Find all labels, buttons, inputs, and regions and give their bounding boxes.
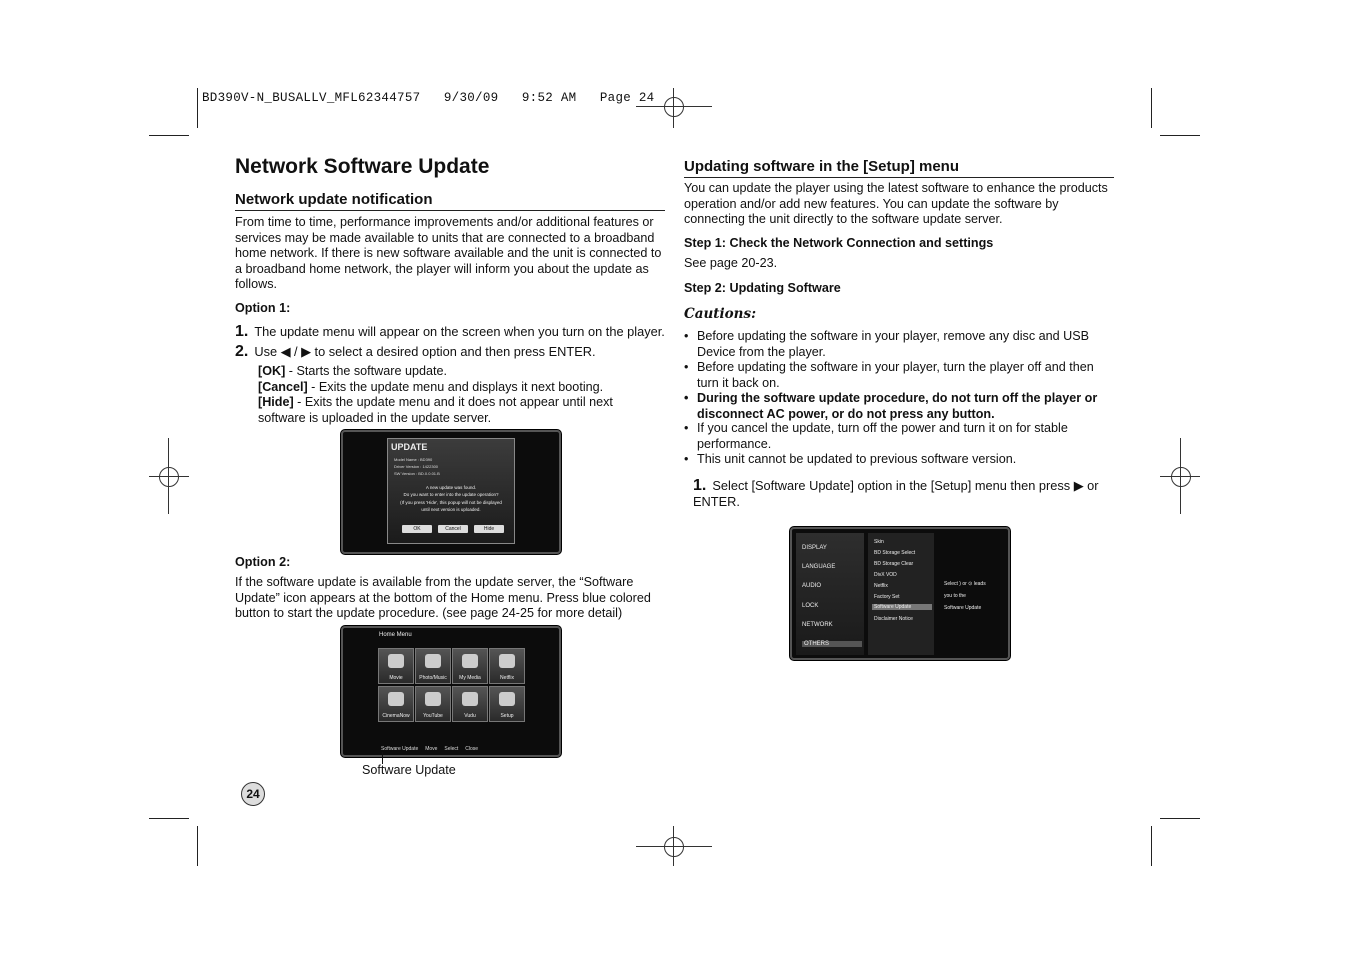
dialog-message: A new update was found. bbox=[425, 485, 477, 490]
step1-heading: Step 1: Check the Network Connection and settings bbox=[684, 236, 994, 250]
setup-item-audio[interactable]: AUDIO bbox=[802, 583, 822, 589]
setup-option[interactable]: Factory Set bbox=[874, 594, 900, 600]
update-dialog bbox=[387, 438, 515, 544]
tile-movie[interactable]: Movie bbox=[378, 648, 414, 684]
intro-paragraph-left: From time to time, performance improvements and/or additional features or services may be made available to units that are connected to a broadband home network. If there is new software available and the unit is connected to a broadband home network, the player will inform you about the update as follows. bbox=[235, 215, 662, 291]
crop-mark bbox=[1160, 135, 1200, 136]
setup-hint: Software Update bbox=[944, 605, 982, 611]
setup-option[interactable]: Netflix bbox=[874, 583, 888, 589]
procedure-step-1 bbox=[693, 478, 1113, 510]
setup-hint: Select ) or ⊙ leads bbox=[944, 581, 986, 587]
setup-hint: you to the bbox=[944, 593, 966, 599]
bar-close: Close bbox=[465, 746, 479, 752]
caution-bullet: • If you cancel the update, turn off the power and turn it on for stable performance. bbox=[697, 421, 1112, 452]
tile-netflix[interactable]: Netflix bbox=[489, 648, 525, 684]
dialog-message: Do you want to enter into the update operation? bbox=[403, 492, 499, 497]
setup-option[interactable]: DivX VOD bbox=[874, 572, 897, 578]
ok-definition: [OK] - Starts the software update. bbox=[258, 364, 447, 378]
youtube-icon bbox=[425, 692, 441, 706]
gear-icon bbox=[499, 692, 515, 706]
crop-mark bbox=[1151, 826, 1152, 866]
setup-item-network[interactable]: NETWORK bbox=[802, 622, 833, 628]
option-definitions bbox=[258, 364, 658, 426]
dialog-model-name: Model Name : BD390 bbox=[394, 457, 433, 462]
update-dialog-screenshot bbox=[341, 430, 561, 554]
intro-paragraph-right: You can update the player using the latest software to enhance the products operation and/or add new features. You can update the software by connecting the unit directly to the software update server. bbox=[684, 181, 1108, 226]
cautions-heading: Cautions: bbox=[684, 306, 757, 322]
hide-definition: [Hide] - Exits the update menu and it does not appear until next software is uploaded in the update server. bbox=[258, 395, 613, 425]
section-heading-left bbox=[235, 191, 665, 211]
tile-setup[interactable]: Setup bbox=[489, 686, 525, 722]
procedure-step-1-text: Select [Software Update] option in the [Setup] menu then press ▶ or ENTER. bbox=[693, 478, 1099, 509]
setup-option[interactable]: Disclaimer Notice bbox=[874, 616, 913, 622]
setup-item-display[interactable]: DISPLAY bbox=[802, 545, 827, 551]
step-2-number: 2. bbox=[235, 343, 249, 360]
dialog-cancel-button[interactable]: Cancel bbox=[438, 525, 468, 533]
dialog-message: (If you press 'Hide', this popup will not be displayed bbox=[400, 500, 502, 505]
print-slug: BD390V-N_BUSALLV_MFL62344757 9/30/09 9:52 AM Page 24 bbox=[202, 91, 655, 105]
dialog-sw-version: SW Version : BD.0.0.01.B bbox=[394, 471, 440, 476]
caution-bullet-important: • During the software update procedure, do not turn off the player or disconnect AC power, or do not press any button. bbox=[697, 391, 1112, 422]
home-menu-bottom-bar bbox=[381, 746, 478, 752]
home-menu-title: Home Menu bbox=[379, 632, 412, 638]
setup-item-language[interactable]: LANGUAGE bbox=[802, 564, 836, 570]
crop-mark bbox=[197, 826, 198, 866]
cancel-definition: [Cancel] - Exits the update menu and displays it next booting. bbox=[258, 379, 604, 394]
step2-heading: Step 2: Updating Software bbox=[684, 281, 841, 295]
bar-move: Move bbox=[425, 746, 438, 752]
home-menu-screenshot bbox=[341, 626, 561, 757]
dialog-ok-button[interactable]: OK bbox=[402, 525, 432, 533]
crop-mark bbox=[1160, 818, 1200, 819]
caution-bullet: • This unit cannot be updated to previous software version. bbox=[697, 452, 1112, 468]
bar-select: Select bbox=[444, 746, 459, 752]
tile-youtube[interactable]: YouTube bbox=[415, 686, 451, 722]
netflix-icon bbox=[499, 654, 515, 668]
option2-label: Option 2: bbox=[235, 555, 291, 569]
cinemanow-icon bbox=[388, 692, 404, 706]
step-2-text: Use ◀ / ▶ to select a desired option and then press ENTER. bbox=[254, 344, 596, 359]
crop-mark bbox=[149, 135, 189, 136]
dialog-driver-version: Driver Version : 1422300 bbox=[394, 464, 439, 469]
photo-music-icon bbox=[425, 654, 441, 668]
step-1 bbox=[235, 323, 667, 341]
setup-item-others[interactable]: OTHERS bbox=[802, 641, 862, 647]
setup-option[interactable]: BD Storage Clear bbox=[874, 561, 914, 567]
page-title: Network Software Update bbox=[235, 155, 490, 178]
heading-network-update-notification: Network update notification bbox=[235, 191, 433, 208]
dialog-hide-button[interactable]: Hide bbox=[474, 525, 504, 533]
step-1-text: The update menu will appear on the screen when you turn on the player. bbox=[254, 324, 665, 339]
tile-photo-music[interactable]: Photo/Music bbox=[415, 648, 451, 684]
movie-icon bbox=[388, 654, 404, 668]
caution-bullet: • Before updating the software in your player, remove any disc and USB Device from the player. bbox=[697, 329, 1112, 360]
crop-mark bbox=[1151, 88, 1152, 128]
tile-vudu[interactable]: Vudu bbox=[452, 686, 488, 722]
page-number: 24 bbox=[241, 782, 265, 806]
setup-menu-screenshot bbox=[790, 527, 1010, 660]
tile-cinemanow[interactable]: CinemaNow bbox=[378, 686, 414, 722]
step1-text: See page 20-23. bbox=[684, 256, 778, 270]
crop-mark bbox=[149, 818, 189, 819]
caution-bullet: • Before updating the software in your player, turn the player off and then turn it back on. bbox=[697, 360, 1112, 391]
step-2 bbox=[235, 343, 667, 361]
setup-left-panel bbox=[796, 533, 864, 655]
tile-my-media[interactable]: My Media bbox=[452, 648, 488, 684]
setup-middle-panel bbox=[868, 533, 934, 655]
bar-software-update[interactable]: Software Update bbox=[381, 746, 419, 752]
setup-option[interactable]: Skin bbox=[874, 539, 884, 545]
option1-label: Option 1: bbox=[235, 301, 291, 315]
dialog-message: until next version is uploaded. bbox=[421, 507, 481, 512]
heading-updating-software-setup: Updating software in the [Setup] menu bbox=[684, 158, 960, 175]
my-media-icon bbox=[462, 654, 478, 668]
software-update-caption: Software Update bbox=[362, 763, 456, 777]
option2-paragraph: If the software update is available from the update server, the “Software Update” icon appears at the bottom of the Home menu. Press blue colored button to start the update procedure. (see page 24-25 for more detail) bbox=[235, 575, 651, 620]
setup-option[interactable]: BD Storage Select bbox=[874, 550, 916, 556]
crop-mark bbox=[197, 88, 198, 128]
step-1-number: 1. bbox=[235, 323, 249, 340]
update-dialog-title: UPDATE bbox=[391, 442, 428, 452]
section-heading-right bbox=[684, 158, 1114, 178]
procedure-step-1-number: 1. bbox=[693, 477, 707, 494]
vudu-icon bbox=[462, 692, 478, 706]
setup-option-software-update[interactable]: Software Update bbox=[872, 604, 932, 610]
setup-item-lock[interactable]: LOCK bbox=[802, 603, 819, 609]
